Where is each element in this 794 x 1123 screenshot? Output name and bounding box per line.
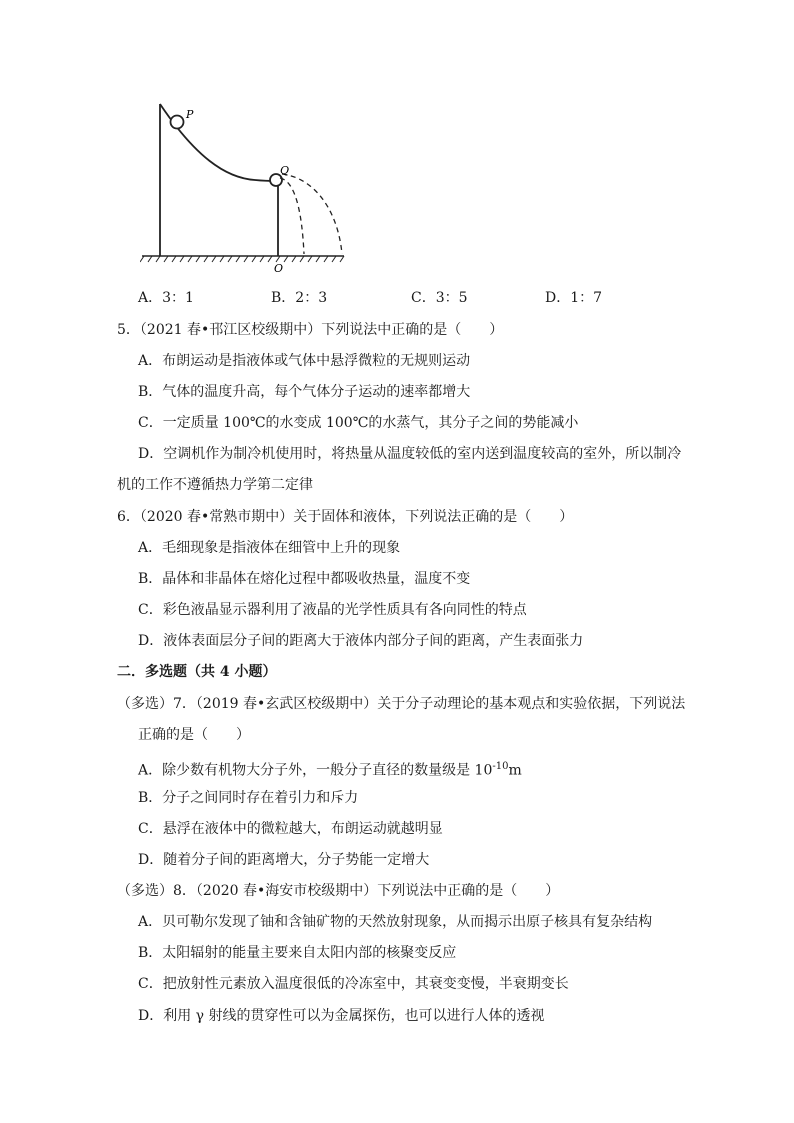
track-diagram xyxy=(140,96,370,276)
q7-option-a-text: A．除少数有机物大分子外，一般分子直径的数量级是 10 xyxy=(138,762,493,779)
q8-option-c: C．把放射性元素放入温度很低的冷冻室中，其衰变变慢，半衰期变长 xyxy=(138,976,569,992)
q7-option-a-exponent: -10 xyxy=(492,761,509,772)
q4-option-d: D．1：7 xyxy=(545,290,603,306)
q6-stem: 6．（2020 春•常熟市期中）关于固体和液体，下列说法正确的是（ ） xyxy=(117,509,574,525)
q8-stem: （多选）8．（2020 春•海安市校级期中）下列说法中正确的是（ ） xyxy=(117,883,560,899)
q6-option-b: B．晶体和非晶体在熔化过程中都吸收热量，温度不变 xyxy=(138,571,471,587)
q5-option-c: C．一定质量 100℃的水变成 100℃的水蒸气，其分子之间的势能减小 xyxy=(138,415,579,431)
q7-stem-cont: 正确的是（ ） xyxy=(138,727,250,743)
section-heading: 二．多选题（共 4 小题） xyxy=(117,664,277,680)
q4-option-b: B．2：3 xyxy=(271,290,328,306)
q8-option-d: D．利用 γ 射线的贯穿性可以为金属探伤，也可以进行人体的透视 xyxy=(138,1008,545,1024)
q5-option-d-cont: 机的工作不遵循热力学第二定律 xyxy=(117,477,313,493)
label-p: P xyxy=(186,108,194,121)
q6-option-c: C．彩色液晶显示器利用了液晶的光学性质具有各向同性的特点 xyxy=(138,602,527,618)
q7-option-a-unit: m xyxy=(508,762,522,779)
q7-stem: （多选）7．（2019 春•玄武区校级期中）关于分子动理论的基本观点和实验依据，下列说法 xyxy=(117,696,686,712)
q6-option-d: D．液体表面层分子间的距离大于液体内部分子间的距离，产生表面张力 xyxy=(138,633,584,649)
q8-option-b: B．太阳辐射的能量主要来自太阳内部的核聚变反应 xyxy=(138,945,457,961)
q5-option-d: D．空调机作为制冷机使用时，将热量从温度较低的室内送到温度较高的室外，所以制冷 xyxy=(138,446,682,462)
q5-option-b: B．气体的温度升高，每个气体分子运动的速率都增大 xyxy=(138,384,471,400)
q4-option-c: C．3：5 xyxy=(411,290,468,306)
q6-option-a: A．毛细现象是指液体在细管中上升的现象 xyxy=(138,540,401,556)
q5-stem: 5．（2021 春•邗江区校级期中）下列说法中正确的是（ ） xyxy=(117,322,504,338)
track-diagram-svg xyxy=(140,96,370,276)
q4-option-a: A．3：1 xyxy=(138,290,194,306)
q7-option-d: D．随着分子间的距离增大，分子势能一定增大 xyxy=(138,852,430,868)
label-o: O xyxy=(274,262,284,275)
q8-option-a: A．贝可勒尔发现了铀和含铀矿物的天然放射现象，从而揭示出原子核具有复杂结构 xyxy=(138,914,653,930)
q7-option-b: B．分子之间同时存在着引力和斥力 xyxy=(138,790,359,806)
q7-option-c: C．悬浮在液体中的微粒越大，布朗运动就越明显 xyxy=(138,821,443,837)
q7-option-a xyxy=(138,757,522,781)
label-q: Q xyxy=(280,164,290,177)
q5-option-a: A．布朗运动是指液体或气体中悬浮微粒的无规则运动 xyxy=(138,353,471,369)
